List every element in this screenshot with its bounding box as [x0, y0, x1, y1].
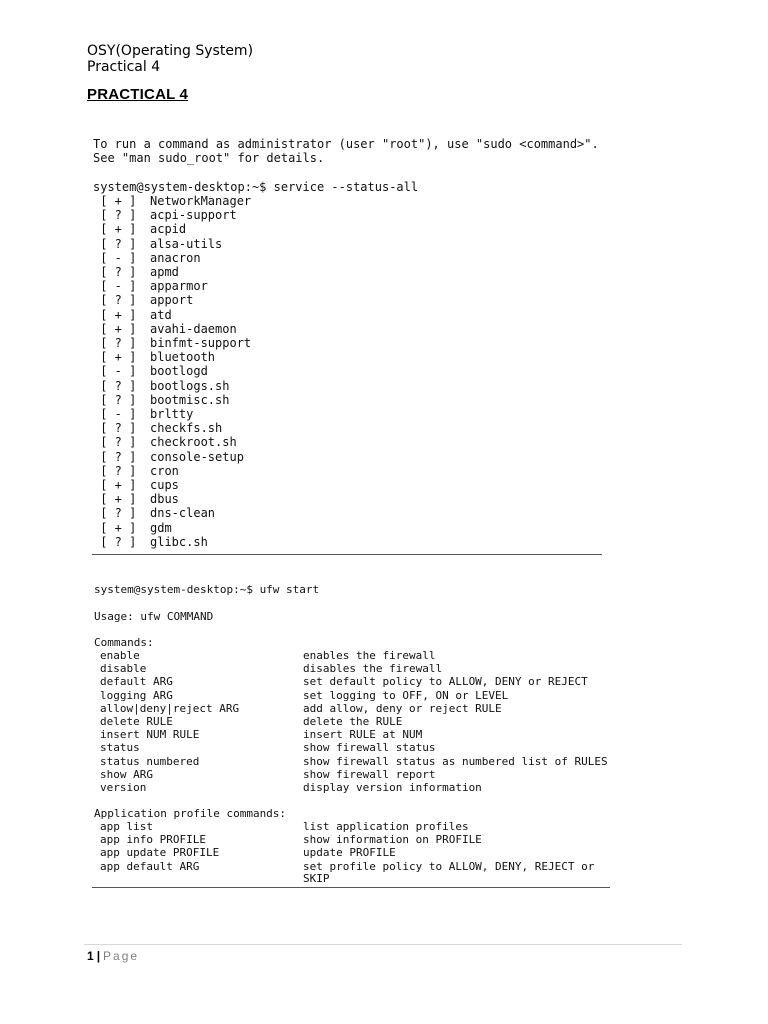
service-name: dns-clean — [150, 506, 216, 521]
service-name: bootmisc.sh — [150, 392, 230, 407]
command-name: app list — [100, 820, 153, 833]
service-status: [ ? ] — [93, 534, 137, 549]
service-name: bootlogs.sh — [150, 378, 230, 393]
page-number: 1 — [87, 949, 94, 963]
service-name: binfmt-support — [150, 336, 252, 350]
terminal-screenshot-ufw — [94, 583, 608, 885]
command-name: allow|deny|reject ARG — [100, 701, 240, 715]
service-status: [ ? ] — [93, 236, 137, 251]
service-row — [93, 208, 237, 222]
service-status: [ ? ] — [93, 336, 137, 350]
command-name: status numbered — [100, 754, 200, 768]
service-row — [93, 237, 222, 251]
service-name: apport — [150, 293, 194, 308]
usage-line: Usage: ufw COMMAND — [94, 610, 214, 623]
service-row — [93, 364, 208, 378]
service-status: [ + ] — [93, 307, 137, 322]
terminal-prompt: system@system-desktop:~$ service --status-all — [93, 180, 419, 194]
command-name: show ARG — [100, 767, 153, 781]
service-name: brltty — [150, 407, 194, 421]
command-name: insert NUM RULE — [100, 728, 200, 742]
service-name: cron — [150, 463, 179, 478]
service-status: [ ? ] — [93, 293, 137, 308]
service-name: console-setup — [150, 449, 244, 464]
command-name: version — [100, 781, 147, 794]
service-name: bootlogd — [150, 364, 208, 379]
service-status: [ ? ] — [93, 435, 137, 450]
command-description: enables the firewall — [303, 649, 436, 662]
service-status: [ - ] — [93, 407, 137, 421]
service-row — [93, 435, 237, 449]
service-status: [ ? ] — [93, 449, 137, 464]
service-row — [93, 535, 208, 549]
service-row — [93, 407, 193, 421]
service-name: anacron — [150, 250, 201, 265]
app-default-continuation: SKIP — [303, 872, 330, 885]
service-row — [93, 251, 201, 265]
service-row — [93, 478, 179, 492]
service-name: dbus — [150, 492, 179, 507]
terminal-intro-line: To run a command as administrator (user "root"), use "sudo <command>". — [93, 137, 599, 151]
service-name: apmd — [150, 265, 179, 279]
service-row — [93, 308, 172, 322]
service-status: [ + ] — [93, 321, 137, 336]
service-row — [93, 421, 222, 435]
terminal-divider — [92, 554, 602, 555]
command-description: show information on PROFILE — [303, 833, 482, 847]
service-row — [93, 194, 251, 208]
service-name: atd — [150, 307, 172, 322]
service-row — [93, 521, 172, 535]
service-status: [ + ] — [93, 350, 137, 365]
service-row — [93, 450, 244, 464]
service-row — [93, 265, 179, 279]
command-description: display version information — [303, 781, 482, 794]
service-row — [93, 464, 179, 478]
footer-divider — [84, 944, 682, 945]
service-row — [93, 293, 193, 307]
command-name: delete RULE — [100, 715, 173, 728]
service-name: checkroot.sh — [150, 435, 237, 450]
terminal-intro-line: See "man sudo_root" for details. — [93, 151, 325, 165]
service-status: [ ? ] — [93, 463, 137, 478]
service-row — [93, 492, 179, 506]
service-status: [ ? ] — [93, 421, 137, 436]
service-name: apparmor — [150, 279, 208, 294]
service-status: [ + ] — [93, 222, 137, 237]
command-name: app default ARG — [100, 859, 200, 873]
footer-separator: | — [96, 949, 101, 963]
service-row — [93, 279, 208, 293]
command-name: disable — [100, 662, 147, 676]
service-row — [93, 350, 215, 364]
service-name: NetworkManager — [150, 194, 252, 208]
command-description: delete the RULE — [303, 715, 403, 728]
command-name: logging ARG — [100, 688, 173, 702]
service-name: cups — [150, 478, 179, 492]
service-name: acpid — [150, 222, 187, 237]
command-description: add allow, deny or reject RULE — [303, 701, 502, 715]
service-name: avahi-daemon — [150, 321, 237, 336]
terminal-screenshot-service-status — [93, 137, 599, 549]
service-row — [93, 506, 215, 520]
command-name: app update PROFILE — [100, 846, 220, 860]
service-status: [ - ] — [93, 250, 137, 265]
service-status: [ ? ] — [93, 208, 137, 223]
command-description: set logging to OFF, ON or LEVEL — [303, 688, 509, 702]
command-description: show firewall status — [303, 741, 436, 755]
service-name: glibc.sh — [150, 534, 208, 549]
service-status: [ ? ] — [93, 506, 137, 521]
service-row — [93, 379, 229, 393]
service-name: alsa-utils — [150, 236, 223, 251]
command-description: show firewall report — [303, 767, 436, 781]
terminal-divider — [92, 887, 610, 888]
service-row — [93, 322, 237, 336]
service-status: [ - ] — [93, 364, 137, 379]
command-name: status — [100, 741, 140, 755]
command-description: update PROFILE — [303, 846, 396, 860]
service-status: [ + ] — [93, 492, 137, 507]
page-footer — [87, 949, 139, 963]
service-row — [93, 393, 229, 407]
command-description: show firewall status as numbered list of RULES — [303, 754, 608, 768]
page-label: Page — [103, 949, 140, 963]
command-name: enable — [100, 649, 140, 662]
service-row — [93, 222, 186, 236]
service-status: [ + ] — [93, 520, 137, 535]
command-description: set profile policy to ALLOW, DENY, REJECT or — [303, 859, 595, 873]
service-status: [ - ] — [93, 279, 137, 294]
command-description: disables the firewall — [303, 662, 443, 676]
command-description: insert RULE at NUM — [303, 728, 423, 742]
service-name: acpi-support — [150, 208, 237, 223]
service-status: [ ? ] — [93, 392, 137, 407]
service-row — [93, 336, 251, 350]
header-practical: Practical 4 — [87, 59, 161, 75]
service-status: [ + ] — [93, 194, 137, 208]
command-description: list application profiles — [303, 820, 469, 833]
service-name: gdm — [150, 520, 172, 535]
page-title: PRACTICAL 4 — [87, 86, 189, 103]
service-status: [ ? ] — [93, 265, 137, 279]
app-commands-heading: Application profile commands: — [94, 807, 287, 820]
command-description: set default policy to ALLOW, DENY or REJECT — [303, 675, 588, 689]
service-name: bluetooth — [150, 350, 216, 365]
command-name: default ARG — [100, 675, 173, 689]
header-course: OSY(Operating System) — [87, 43, 254, 59]
service-status: [ ? ] — [93, 378, 137, 393]
service-status: [ + ] — [93, 478, 137, 492]
command-name: app info PROFILE — [100, 833, 206, 847]
commands-heading: Commands: — [94, 636, 154, 649]
service-name: checkfs.sh — [150, 421, 223, 436]
terminal-prompt: system@system-desktop:~$ ufw start — [94, 583, 320, 596]
